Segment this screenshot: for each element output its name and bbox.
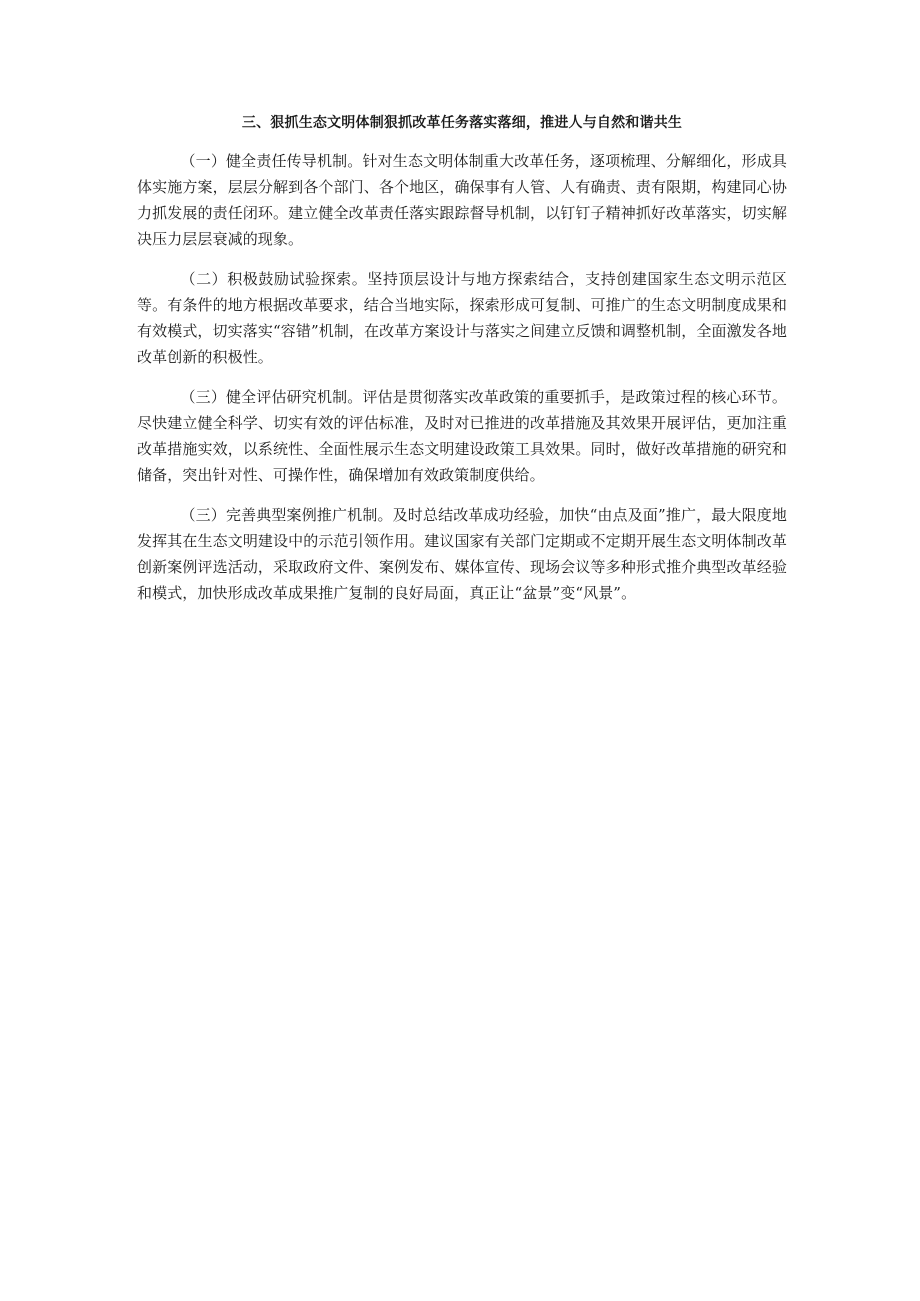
- section-heading: 三、狠抓生态文明体制狠抓改革任务落实落细，推进人与自然和谐共生: [241, 115, 683, 131]
- paragraph-pilot-exploration: （二）积极鼓励试验探索。坚持顶层设计与地方探索结合，支持创建国家生态文明示范区等。有条件的地方根据改革要求，结合当地实际，探索形成可复制、可推广的生态文明制度成果和有效模式，切实落实“容错”机制，在改革方案设计与落实之间建立反馈和调整机制，全面激发各地改革创新的积极性。: [137, 270, 787, 366]
- document-page: [137, 112, 787, 620]
- paragraph-evaluation: （三）健全评估研究机制。评估是贯彻落实改革政策的重要抓手，是政策过程的核心环节。尽快建立健全科学、切实有效的评估标准，及时对已推进的改革措施及其效果开展评估，更加注重改革措施实效，以系统性、全面性展示生态文明建设政策工具效果。同时，做好改革措施的研究和储备，突出针对性、可操作性，确保增加有效政策制度供给。: [137, 388, 787, 484]
- paragraph-responsibility: （一）健全责任传导机制。针对生态文明体制重大改革任务，逐项梳理、分解细化，形成具体实施方案，层层分解到各个部门、各个地区，确保事有人管、人有确责、责有限期，构建同心协力抓发展的责任闭环。建立健全改革责任落实跟踪督导机制，以钉钉子精神抓好改革落实，切实解决压力层层衰减的现象。: [137, 152, 787, 248]
- paragraph-case-promotion: （三）完善典型案例推广机制。及时总结改革成功经验，加快“由点及面”推广，最大限度地发挥其在生态文明建设中的示范引领作用。建议国家有关部门定期或不定期开展生态文明体制改革创新案例评选活动，采取政府文件、案例发布、媒体宣传、现场会议等多种形式推介典型改革经验和模式，加快形成改革成果推广复制的良好局面，真正让“盆景”变“风景”。: [137, 506, 787, 602]
